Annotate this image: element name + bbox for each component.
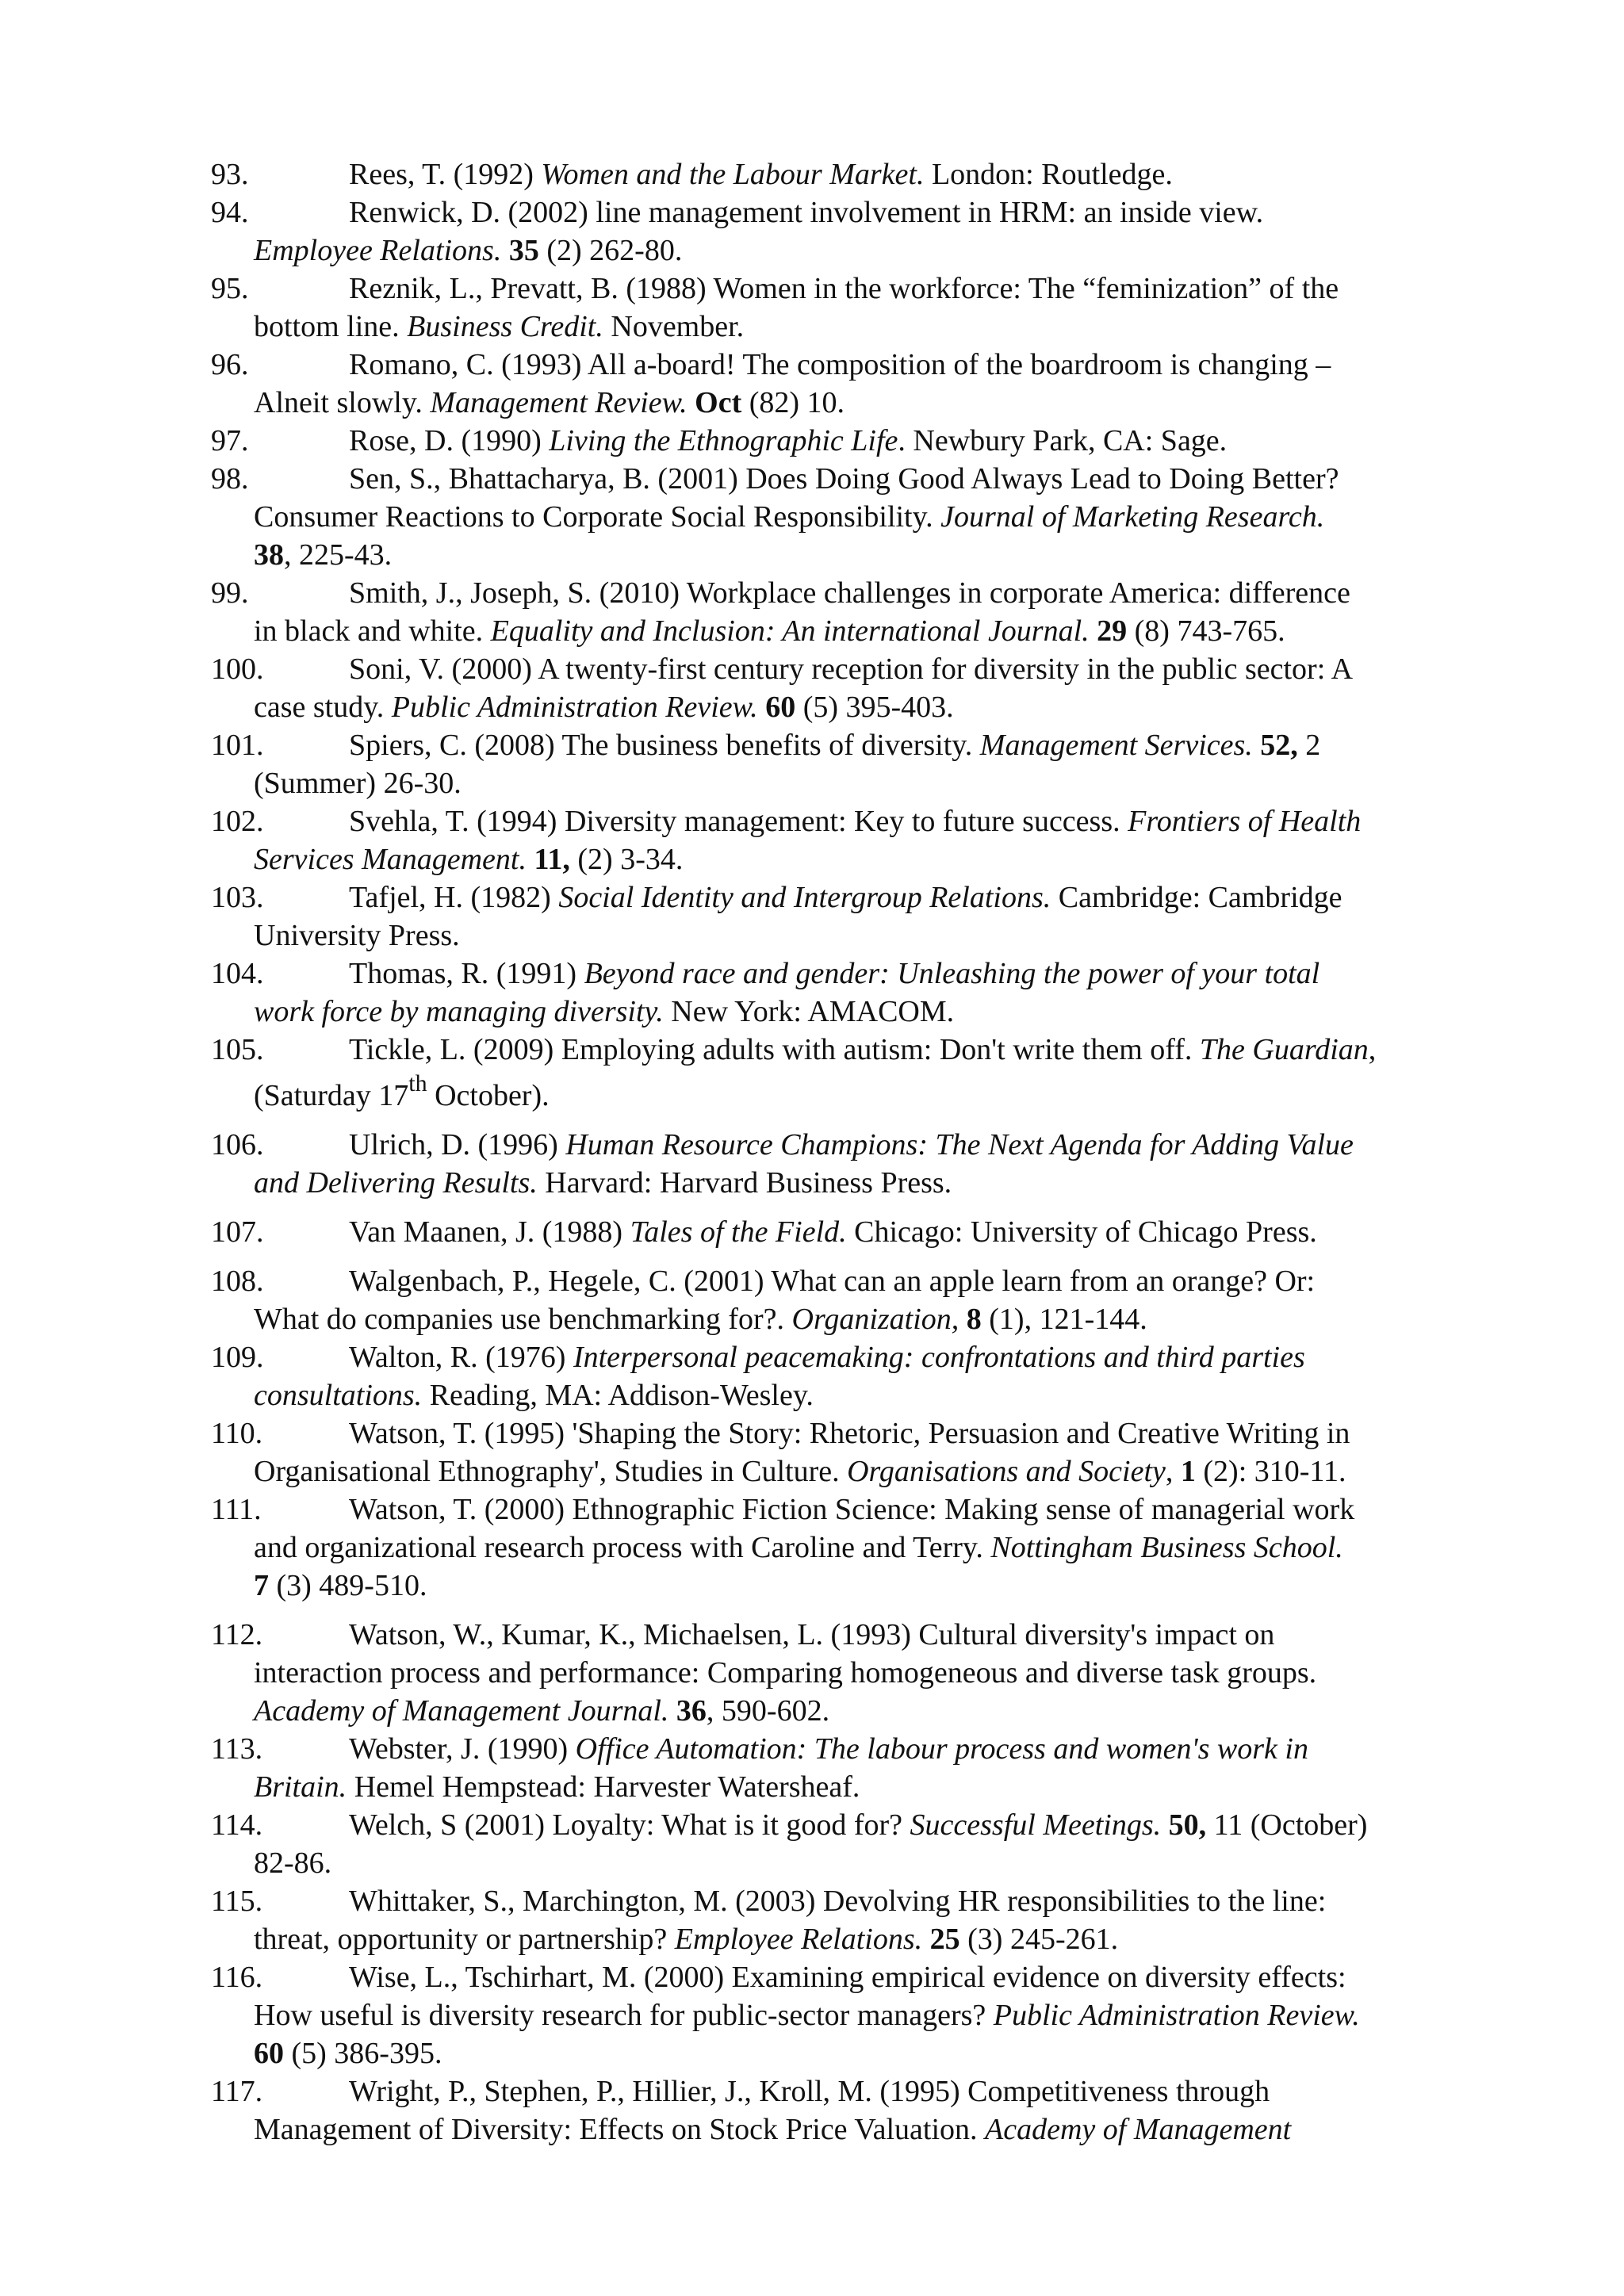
reference-entry bbox=[211, 155, 1480, 193]
reference-number: 109. bbox=[211, 1341, 264, 1374]
reference-number: 97. bbox=[211, 424, 249, 457]
reference-text-segment: Cambridge: Cambridge bbox=[1051, 881, 1342, 914]
reference-text-segment: Living the Ethnographic Life bbox=[549, 424, 898, 457]
reference-first-line bbox=[211, 878, 1480, 916]
reference-text-segment: 11, bbox=[534, 843, 570, 876]
reference-text-segment: Reznik, L., Prevatt, B. (1988) Women in the workforce: The “feminization” of the bbox=[349, 272, 1339, 305]
reference-entry bbox=[211, 650, 1480, 726]
reference-text-segment: Oct bbox=[695, 386, 742, 419]
reference-text-segment: Social Identity and Intergroup Relations. bbox=[558, 881, 1051, 914]
reference-text-segment: Wright, P., Stephen, P., Hillier, J., Kroll, M. (1995) Competitiveness through bbox=[349, 2075, 1270, 2108]
reference-text-segment: Watson, T. (1995) 'Shaping the Story: Rhetoric, Persuasion and Creative Writing in bbox=[349, 1417, 1350, 1450]
reference-number: 113. bbox=[211, 1732, 263, 1766]
reference-text-segment: 82-86. bbox=[254, 1846, 332, 1880]
reference-text-segment: 50, bbox=[1168, 1808, 1207, 1842]
reference-text-segment: Romano, C. (1993) All a-board! The composition of the boardroom is changing – bbox=[349, 348, 1331, 381]
reference-first-line bbox=[211, 346, 1480, 384]
reference-number: 101. bbox=[211, 729, 264, 762]
reference-continuation-line bbox=[211, 232, 1480, 270]
reference-text-segment: How useful is diversity research for public-sector managers? bbox=[254, 1999, 994, 2032]
reference-number: 95. bbox=[211, 272, 249, 305]
reference-text-segment bbox=[668, 1694, 676, 1728]
reference-continuation-line bbox=[211, 688, 1480, 726]
reference-text-segment: Watson, T. (2000) Ethnographic Fiction Science: Making sense of managerial work bbox=[349, 1493, 1355, 1526]
reference-first-line bbox=[211, 270, 1480, 308]
reference-first-line bbox=[211, 574, 1480, 612]
reference-text-segment: Tales of the Field. bbox=[630, 1215, 847, 1249]
reference-entry bbox=[211, 1338, 1480, 1414]
reference-continuation-line bbox=[211, 1844, 1480, 1882]
reference-continuation-line bbox=[211, 1452, 1480, 1490]
reference-text-segment: 35 bbox=[508, 234, 539, 267]
reference-text-segment: Services Management. bbox=[254, 843, 527, 876]
reference-text-segment: (5) 386-395. bbox=[284, 2037, 442, 2070]
reference-entry bbox=[211, 1262, 1480, 1338]
reference-text-segment: Organisational Ethnography', Studies in Culture. bbox=[254, 1455, 848, 1488]
reference-text-segment: (Summer) 26-30. bbox=[254, 767, 462, 800]
reference-first-line bbox=[211, 1262, 1480, 1300]
reference-text-segment: 60 bbox=[765, 691, 796, 724]
reference-text-segment: work force by managing diversity. bbox=[254, 995, 664, 1028]
reference-text-segment: Public Administration Review. bbox=[993, 1999, 1360, 2032]
reference-number: 108. bbox=[211, 1265, 264, 1298]
reference-text-segment: Tafjel, H. (1982) bbox=[349, 881, 559, 914]
reference-text-segment: 25 bbox=[929, 1923, 960, 1956]
reference-entry bbox=[211, 726, 1480, 802]
reference-first-line bbox=[211, 1126, 1480, 1164]
reference-text-segment: th bbox=[408, 1070, 427, 1097]
reference-entry bbox=[211, 955, 1480, 1031]
reference-text-segment: 52, bbox=[1260, 729, 1298, 762]
reference-text-segment: 60 bbox=[254, 2037, 284, 2070]
reference-entry bbox=[211, 346, 1480, 422]
reference-text-segment: , bbox=[1368, 1033, 1377, 1066]
reference-list bbox=[211, 155, 1480, 2149]
reference-text-segment: 8 bbox=[966, 1303, 982, 1336]
reference-number: 100. bbox=[211, 652, 264, 686]
reference-text-segment: Smith, J., Joseph, S. (2010) Workplace challenges in corporate America: difference bbox=[349, 576, 1350, 610]
reference-text-segment: Walgenbach, P., Hegele, C. (2001) What can an apple learn from an orange? Or: bbox=[349, 1265, 1316, 1298]
reference-entry bbox=[211, 1126, 1480, 1202]
reference-text-segment: What do companies use benchmarking for?. bbox=[254, 1303, 792, 1336]
reference-text-segment: Frontiers of Health bbox=[1128, 805, 1362, 838]
reference-text-segment: threat, opportunity or partnership? bbox=[254, 1923, 675, 1956]
reference-text-segment: Reading, MA: Addison-Wesley. bbox=[422, 1379, 814, 1412]
reference-text-segment: bottom line. bbox=[254, 310, 408, 343]
reference-number: 116. bbox=[211, 1961, 263, 1994]
reference-continuation-line bbox=[211, 612, 1480, 650]
reference-continuation-line bbox=[211, 764, 1480, 802]
reference-text-segment: (1), 121-144. bbox=[981, 1303, 1147, 1336]
reference-first-line bbox=[211, 1806, 1480, 1844]
reference-text-segment bbox=[501, 234, 509, 267]
reference-continuation-line bbox=[211, 1300, 1480, 1338]
reference-text-segment: . Newbury Park, CA: Sage. bbox=[898, 424, 1228, 457]
reference-text-segment: (3) 245-261. bbox=[959, 1923, 1119, 1956]
reference-text-segment: Organisations and Society bbox=[847, 1455, 1166, 1488]
reference-number: 96. bbox=[211, 348, 249, 381]
reference-text-segment: Academy of Management bbox=[985, 2113, 1292, 2146]
reference-continuation-line bbox=[211, 1920, 1480, 1958]
reference-number: 112. bbox=[211, 1618, 263, 1651]
reference-text-segment: Wise, L., Tschirhart, M. (2000) Examining empirical evidence on diversity effects: bbox=[349, 1961, 1346, 1994]
reference-text-segment: Nottingham Business School. bbox=[990, 1531, 1343, 1564]
reference-text-segment: Rose, D. (1990) bbox=[349, 424, 550, 457]
reference-text-segment: (Saturday 17 bbox=[254, 1079, 409, 1112]
reference-text-segment: Consumer Reactions to Corporate Social Responsibility. bbox=[254, 500, 941, 534]
reference-first-line bbox=[211, 1490, 1480, 1529]
reference-number: 104. bbox=[211, 957, 264, 990]
reference-text-segment: Beyond race and gender: Unleashing the power of your total bbox=[584, 957, 1320, 990]
reference-number: 110. bbox=[211, 1417, 263, 1450]
reference-text-segment: Soni, V. (2000) A twenty-first century reception for diversity in the public sector: A bbox=[349, 652, 1354, 686]
reference-continuation-line bbox=[211, 1164, 1480, 1202]
reference-first-line bbox=[211, 1414, 1480, 1452]
reference-entry bbox=[211, 1213, 1480, 1251]
reference-text-segment: Harvard: Harvard Business Press. bbox=[537, 1166, 952, 1200]
reference-text-segment: Successful Meetings. bbox=[910, 1808, 1162, 1842]
reference-entry bbox=[211, 802, 1480, 878]
reference-continuation-line bbox=[211, 498, 1480, 536]
reference-text-segment: , 225-43. bbox=[284, 538, 393, 572]
reference-first-line bbox=[211, 460, 1480, 498]
reference-text-segment: Alneit slowly. bbox=[254, 386, 431, 419]
reference-continuation-line bbox=[211, 1376, 1480, 1414]
reference-number: 111. bbox=[211, 1493, 262, 1526]
reference-entry bbox=[211, 422, 1480, 460]
reference-entry bbox=[211, 1882, 1480, 1958]
reference-continuation-line bbox=[211, 1996, 1480, 2034]
reference-entry bbox=[211, 1616, 1480, 1730]
reference-text-segment: Whittaker, S., Marchington, M. (2003) Devolving HR responsibilities to the line: bbox=[349, 1885, 1327, 1918]
reference-text-segment: New York: AMACOM. bbox=[663, 995, 955, 1028]
reference-text-segment: Britain. bbox=[254, 1770, 347, 1804]
reference-number: 93. bbox=[211, 158, 249, 191]
reference-text-segment: Academy of Management Journal. bbox=[254, 1694, 669, 1728]
reference-text-segment: Walton, R. (1976) bbox=[349, 1341, 573, 1374]
reference-text-segment: London: Routledge. bbox=[924, 158, 1173, 191]
reference-entry bbox=[211, 574, 1480, 650]
reference-first-line bbox=[211, 650, 1480, 688]
reference-continuation-line bbox=[211, 536, 1480, 574]
reference-text-segment: Organization, bbox=[791, 1303, 959, 1336]
reference-first-line bbox=[211, 1958, 1480, 1996]
reference-text-segment: and Delivering Results. bbox=[254, 1166, 538, 1200]
reference-continuation-line bbox=[211, 916, 1480, 955]
reference-text-segment: Tickle, L. (2009) Employing adults with autism: Don't write them off. bbox=[349, 1033, 1200, 1066]
reference-text-segment: case study. bbox=[254, 691, 392, 724]
reference-number: 103. bbox=[211, 881, 264, 914]
reference-number: 98. bbox=[211, 462, 249, 496]
reference-text-segment: (2): 310-11. bbox=[1195, 1455, 1346, 1488]
reference-text-segment bbox=[922, 1923, 930, 1956]
reference-continuation-line bbox=[211, 384, 1480, 422]
reference-first-line bbox=[211, 2072, 1480, 2110]
reference-number: 114. bbox=[211, 1808, 263, 1842]
reference-entry bbox=[211, 1806, 1480, 1882]
reference-text-segment: in black and white. bbox=[254, 614, 491, 648]
reference-text-segment: Watson, W., Kumar, K., Michaelsen, L. (1993) Cultural diversity's impact on bbox=[349, 1618, 1275, 1651]
reference-text-segment: Business Credit. bbox=[407, 310, 603, 343]
reference-text-segment: 7 bbox=[254, 1569, 269, 1602]
reference-text-segment: Equality and Inclusion: An international Journal. bbox=[490, 614, 1090, 648]
reference-text-segment: 38 bbox=[254, 538, 284, 572]
reference-text-segment bbox=[959, 1303, 967, 1336]
reference-continuation-line bbox=[211, 1567, 1480, 1605]
reference-first-line bbox=[211, 1616, 1480, 1654]
reference-first-line bbox=[211, 193, 1480, 232]
reference-entry bbox=[211, 270, 1480, 346]
reference-text-segment: 36 bbox=[676, 1694, 707, 1728]
reference-text-segment bbox=[1161, 1808, 1169, 1842]
reference-text-segment: Thomas, R. (1991) bbox=[349, 957, 584, 990]
reference-first-line bbox=[211, 726, 1480, 764]
reference-text-segment: October). bbox=[427, 1079, 550, 1112]
reference-text-segment: Rees, T. (1992) bbox=[349, 158, 542, 191]
reference-text-segment: Webster, J. (1990) bbox=[349, 1732, 576, 1766]
reference-first-line bbox=[211, 1730, 1480, 1768]
reference-text-segment: interaction process and performance: Comparing homogeneous and diverse task groups. bbox=[254, 1656, 1317, 1689]
reference-entry bbox=[211, 1730, 1480, 1806]
reference-text-segment: (2) 3-34. bbox=[569, 843, 684, 876]
reference-text-segment bbox=[1090, 614, 1097, 648]
reference-text-segment: Journal of Marketing Research. bbox=[940, 500, 1325, 534]
reference-continuation-line bbox=[211, 308, 1480, 346]
reference-text-segment: and organizational research process with Caroline and Terry. bbox=[254, 1531, 991, 1564]
reference-text-segment: Public Administration Review. bbox=[391, 691, 758, 724]
reference-text-segment: Renwick, D. (2002) line management involvement in HRM: an inside view. bbox=[349, 196, 1264, 229]
reference-first-line bbox=[211, 955, 1480, 993]
reference-first-line bbox=[211, 1338, 1480, 1376]
reference-number: 107. bbox=[211, 1215, 264, 1249]
reference-text-segment: Welch, S (2001) Loyalty: What is it good for? bbox=[349, 1808, 910, 1842]
reference-text-segment bbox=[688, 386, 695, 419]
reference-entry bbox=[211, 1958, 1480, 2072]
reference-number: 94. bbox=[211, 196, 249, 229]
reference-text-segment: (8) 743-765. bbox=[1127, 614, 1285, 648]
reference-text-segment: (82) 10. bbox=[741, 386, 845, 419]
reference-entry bbox=[211, 1031, 1480, 1115]
reference-number: 105. bbox=[211, 1033, 264, 1066]
reference-text-segment: , bbox=[1165, 1455, 1181, 1488]
reference-text-segment: Employee Relations. bbox=[254, 234, 502, 267]
reference-number: 117. bbox=[211, 2075, 263, 2108]
reference-continuation-line bbox=[211, 1692, 1480, 1730]
reference-text-segment: (5) 395-403. bbox=[795, 691, 954, 724]
reference-text-segment: Van Maanen, J. (1988) bbox=[349, 1215, 630, 1249]
reference-text-segment: Interpersonal peacemaking: confrontations and third parties bbox=[573, 1341, 1305, 1374]
reference-entry bbox=[211, 878, 1480, 955]
reference-continuation-line bbox=[211, 1654, 1480, 1692]
reference-first-line bbox=[211, 1213, 1480, 1251]
reference-text-segment: , 590-602. bbox=[706, 1694, 830, 1728]
reference-text-segment: Spiers, C. (2008) The business benefits of diversity. bbox=[349, 729, 980, 762]
reference-entry bbox=[211, 2072, 1480, 2149]
reference-text-segment: 11 (October) bbox=[1206, 1808, 1368, 1842]
reference-text-segment: The Guardian bbox=[1199, 1033, 1369, 1066]
reference-continuation-line bbox=[211, 2034, 1480, 2072]
reference-number: 115. bbox=[211, 1885, 263, 1918]
reference-entry bbox=[211, 1490, 1480, 1605]
reference-continuation-line bbox=[211, 1768, 1480, 1806]
reference-text-segment bbox=[758, 691, 766, 724]
reference-first-line bbox=[211, 802, 1480, 840]
reference-text-segment: November. bbox=[603, 310, 745, 343]
reference-text-segment: Women and the Labour Market. bbox=[541, 158, 925, 191]
reference-continuation-line bbox=[211, 2110, 1480, 2149]
reference-text-segment: Management of Diversity: Effects on Stock Price Valuation. bbox=[254, 2113, 986, 2146]
reference-first-line bbox=[211, 1031, 1480, 1069]
reference-text-segment: 29 bbox=[1097, 614, 1128, 648]
reference-text-segment: Sen, S., Bhattacharya, B. (2001) Does Doing Good Always Lead to Doing Better? bbox=[349, 462, 1339, 496]
reference-continuation-line bbox=[211, 1529, 1480, 1567]
reference-continuation-line bbox=[211, 1069, 1480, 1115]
reference-text-segment: Ulrich, D. (1996) bbox=[349, 1128, 566, 1161]
reference-entry bbox=[211, 1414, 1480, 1490]
reference-text-segment: Office Automation: The labour process and women's work in bbox=[575, 1732, 1308, 1766]
reference-text-segment bbox=[527, 843, 534, 876]
reference-text-segment: Employee Relations. bbox=[674, 1923, 923, 1956]
reference-first-line bbox=[211, 422, 1480, 460]
reference-text-segment: (3) 489-510. bbox=[269, 1569, 427, 1602]
reference-text-segment: Human Resource Champions: The Next Agenda for Adding Value bbox=[565, 1128, 1354, 1161]
reference-text-segment: (2) 262-80. bbox=[538, 234, 683, 267]
reference-text-segment bbox=[1253, 729, 1261, 762]
reference-text-segment: Management Services. bbox=[979, 729, 1253, 762]
reference-text-segment: Management Review. bbox=[430, 386, 688, 419]
reference-number: 99. bbox=[211, 576, 249, 610]
reference-text-segment: Hemel Hempstead: Harvester Watersheaf. bbox=[347, 1770, 860, 1804]
reference-continuation-line bbox=[211, 840, 1480, 878]
reference-text-segment: 1 bbox=[1180, 1455, 1196, 1488]
reference-continuation-line bbox=[211, 993, 1480, 1031]
reference-text-segment: Svehla, T. (1994) Diversity management: Key to future success. bbox=[349, 805, 1128, 838]
reference-number: 102. bbox=[211, 805, 264, 838]
reference-entry bbox=[211, 193, 1480, 270]
reference-text-segment: University Press. bbox=[254, 919, 460, 952]
reference-text-segment: 2 bbox=[1297, 729, 1321, 762]
reference-text-segment: Chicago: University of Chicago Press. bbox=[846, 1215, 1317, 1249]
reference-first-line bbox=[211, 1882, 1480, 1920]
reference-entry bbox=[211, 460, 1480, 574]
reference-text-segment: consultations. bbox=[254, 1379, 423, 1412]
reference-number: 106. bbox=[211, 1128, 264, 1161]
reference-first-line bbox=[211, 155, 1480, 193]
